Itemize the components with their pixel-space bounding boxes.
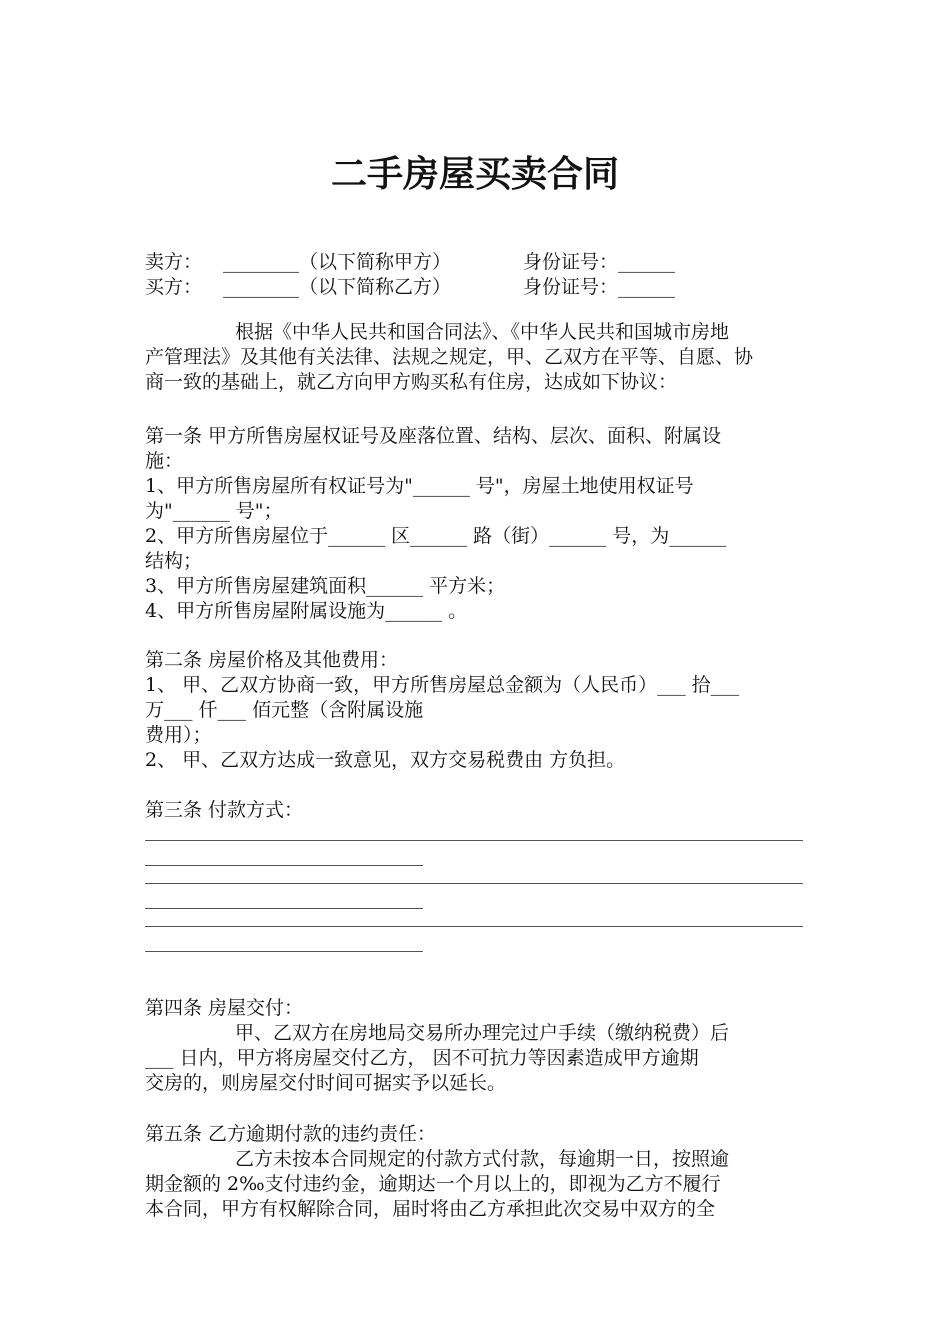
seller-id-label: 身份证号：______ [523, 251, 676, 273]
article-1 [145, 424, 805, 624]
article-heading: 第四条 房屋交付： [145, 997, 304, 1019]
seller-line [145, 250, 805, 275]
buyer-name-blank: ________（以下简称乙方） [223, 276, 452, 298]
article-heading: 第五条 乙方逾期付款的违约责任： [145, 1123, 437, 1145]
clause-line: 4、甲方所售房屋附属设施为______ 。 [145, 600, 468, 622]
preamble-line: 商一致的基础上，就乙方向甲方购买私有住房，达成如下协议： [145, 371, 678, 393]
buyer-role: 买方： [145, 276, 203, 298]
fill-in-line [145, 908, 423, 909]
clause-line: 1、甲方所售房屋所有权证号为"______ 号"，房屋土地使用权证号 [145, 475, 694, 497]
fill-in-line [145, 865, 423, 866]
article-2 [145, 648, 805, 773]
article-heading: 第二条 房屋价格及其他费用： [145, 649, 399, 671]
buyer-id-label: 身份证号：______ [523, 276, 676, 298]
parties-block [145, 250, 805, 300]
article-heading: 第三条 付款方式： [145, 799, 304, 821]
fill-in-line [145, 840, 803, 841]
fill-in-line [145, 951, 423, 952]
seller-name-blank: ________（以下简称甲方） [223, 251, 452, 273]
article-3 [145, 798, 805, 952]
contract-title: 二手房屋买卖合同 [330, 153, 619, 195]
article-4 [145, 996, 805, 1096]
clause-line: 甲、乙双方在房地局交易所办理完过户手续（缴纳税费）后 [235, 1022, 730, 1044]
clause-line: 结构； [145, 550, 203, 572]
clause-line: 本合同，甲方有权解除合同，届时将由乙方承担此次交易中双方的全 [145, 1198, 716, 1220]
preamble-line: 产管理法》及其他有关法律、法规之规定，甲、乙双方在平等、自愿、协 [145, 346, 754, 368]
clause-line: 交房的，则房屋交付时间可据实予以延长。 [145, 1072, 507, 1094]
preamble [145, 320, 805, 395]
article-heading: 施： [145, 450, 184, 472]
article-5 [145, 1122, 805, 1222]
clause-line: 为"______ 号"； [145, 500, 283, 522]
clause-line: 3、甲方所售房屋建筑面积______ 平方米； [145, 575, 506, 597]
clause-line: 期金额的 2‰支付违约金，逾期达一个月以上的，即视为乙方不履行 [145, 1173, 721, 1195]
clause-line: ___ 日内，甲方将房屋交付乙方， 因不可抗力等因素造成甲方逾期 [145, 1047, 699, 1069]
buyer-line [145, 275, 805, 300]
clause-line: 费用）； [145, 724, 212, 746]
preamble-line: 根据《中华人民共和国合同法》、《中华人民共和国城市房地 [235, 321, 730, 343]
article-heading: 第一条 甲方所售房屋权证号及座落位置、结构、层次、面积、附属设 [145, 425, 722, 447]
seller-role: 卖方： [145, 251, 203, 273]
clause-line: 万___ 仟___ 佰元整（含附属设施 [145, 699, 424, 721]
fill-in-line [145, 926, 803, 927]
clause-line: 2、甲方所售房屋位于______ 区______ 路（街）______ 号，为______ [145, 525, 727, 547]
clause-line: 乙方未按本合同规定的付款方式付款，每逾期一日，按照逾 [235, 1148, 730, 1170]
clause-line: 2、 甲、乙双方达成一致意见，双方交易税费由 方负担。 [145, 749, 626, 771]
fill-in-line [145, 883, 803, 884]
clause-line: 1、 甲、乙双方协商一致，甲方所售房屋总金额为（人民币）___ 拾___ [145, 674, 740, 696]
